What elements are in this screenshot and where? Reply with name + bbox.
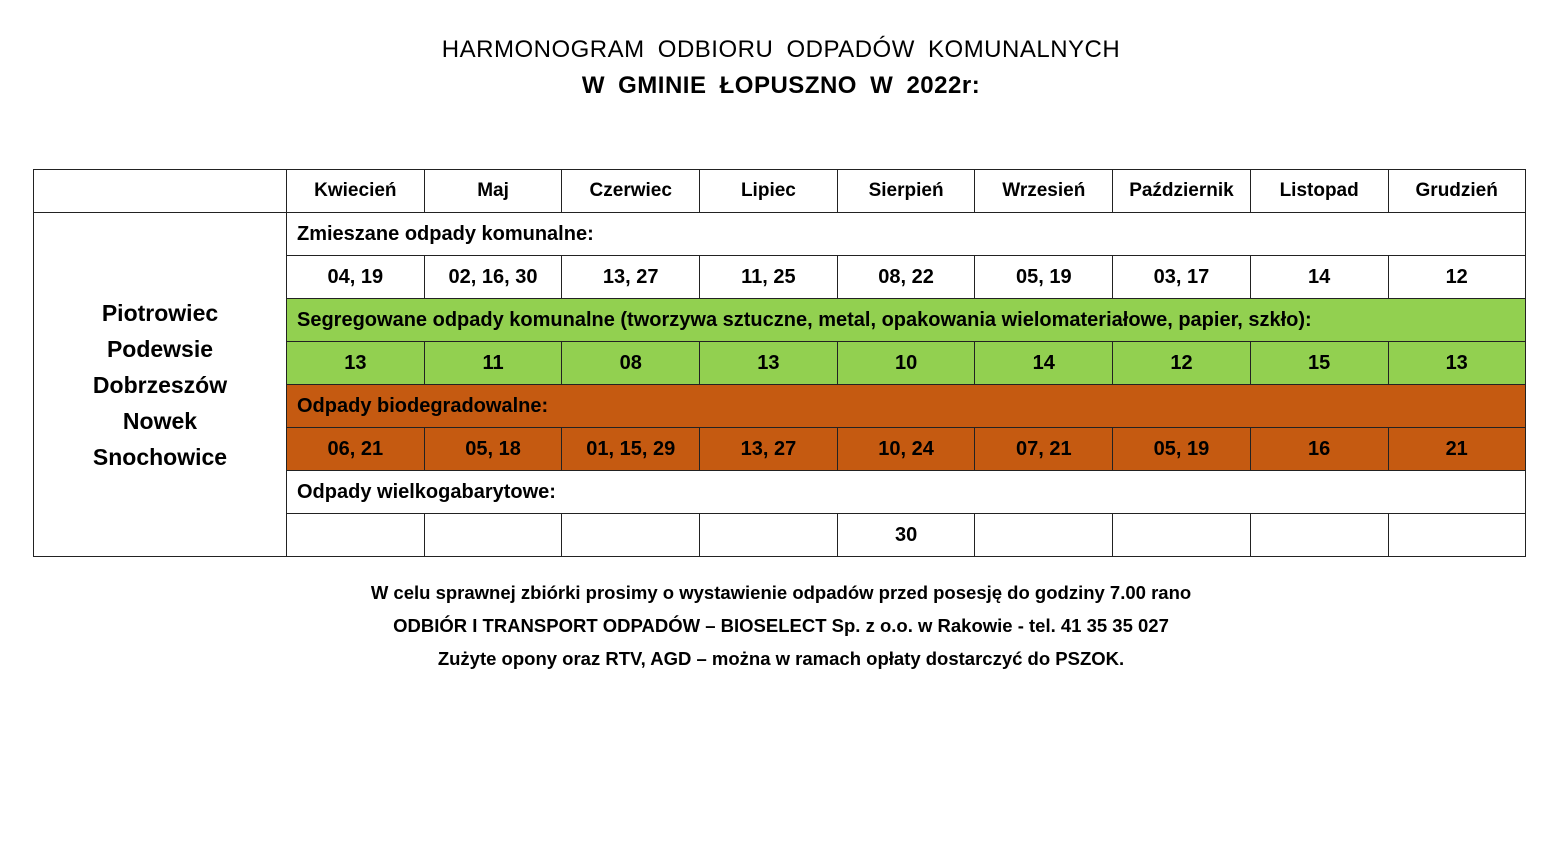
footer-contact: ODBIÓR I TRANSPORT ODPADÓW – BIOSELECT Sp. z o.o. w Rakowie - tel. 41 35 35 027 [393,615,1169,636]
date-cell: 03, 17 [1113,256,1251,299]
document-subtitle: W GMINIE ŁOPUSZNO W 2022r: [581,72,981,99]
date-cell: 12 [1113,342,1251,385]
date-cell [1388,514,1525,557]
month-header-row [34,170,1526,213]
category-row-zmieszane [34,213,1526,256]
date-cell: 14 [975,342,1113,385]
date-cell: 04, 19 [287,256,425,299]
date-cell: 13 [700,342,838,385]
footer-pszok-note: Zużyte opony oraz RTV, AGD – można w ramach opłaty dostarczyć do PSZOK. [437,648,1125,669]
date-cell [1113,514,1251,557]
date-cell [1250,514,1388,557]
date-cell: 05, 19 [1113,428,1251,471]
date-cell: 13 [1388,342,1525,385]
month-header: Wrzesień [975,170,1113,213]
date-cell [562,514,700,557]
location-name: Snochowice [92,443,228,470]
date-cell: 11, 25 [700,256,838,299]
locations-cell [34,213,287,557]
month-header: Grudzień [1388,170,1525,213]
date-cell: 30 [837,514,975,557]
date-cell: 10 [837,342,975,385]
location-name: Dobrzeszów [92,371,228,398]
corner-cell [34,170,287,213]
document-title: HARMONOGRAM ODBIORU ODPADÓW KOMUNALNYCH [441,36,1121,63]
month-header: Lipiec [700,170,838,213]
date-cell: 07, 21 [975,428,1113,471]
schedule-table [33,169,1526,557]
date-cell: 14 [1250,256,1388,299]
location-name: Piotrowiec [101,299,219,326]
category-label: Segregowane odpady komunalne (tworzywa sztuczne, metal, opakowania wielomateriałowe, papier, szkło): [287,299,1526,342]
date-cell: 13 [287,342,425,385]
date-cell: 15 [1250,342,1388,385]
month-header: Październik [1113,170,1251,213]
location-name: Podewsie [106,335,214,362]
date-cell [700,514,838,557]
date-cell: 08 [562,342,700,385]
date-cell: 12 [1388,256,1525,299]
date-cell: 13, 27 [700,428,838,471]
date-cell: 02, 16, 30 [424,256,562,299]
category-label: Odpady biodegradowalne: [287,385,1526,428]
month-header: Listopad [1250,170,1388,213]
date-cell [975,514,1113,557]
date-cell: 11 [424,342,562,385]
month-header: Kwiecień [287,170,425,213]
date-cell: 08, 22 [837,256,975,299]
date-cell: 06, 21 [287,428,425,471]
date-cell [287,514,425,557]
category-label: Odpady wielkogabarytowe: [287,471,1526,514]
footer-note: W celu sprawnej zbiórki prosimy o wystawienie odpadów przed posesję do godziny 7.00 rano [370,582,1192,603]
date-cell: 05, 19 [975,256,1113,299]
month-header: Sierpień [837,170,975,213]
date-cell: 01, 15, 29 [562,428,700,471]
date-cell: 10, 24 [837,428,975,471]
location-name: Nowek [122,407,198,434]
date-cell: 21 [1388,428,1525,471]
date-cell: 05, 18 [424,428,562,471]
date-cell [424,514,562,557]
category-label: Zmieszane odpady komunalne: [287,213,1526,256]
month-header: Maj [424,170,562,213]
date-cell: 16 [1250,428,1388,471]
month-header: Czerwiec [562,170,700,213]
date-cell: 13, 27 [562,256,700,299]
